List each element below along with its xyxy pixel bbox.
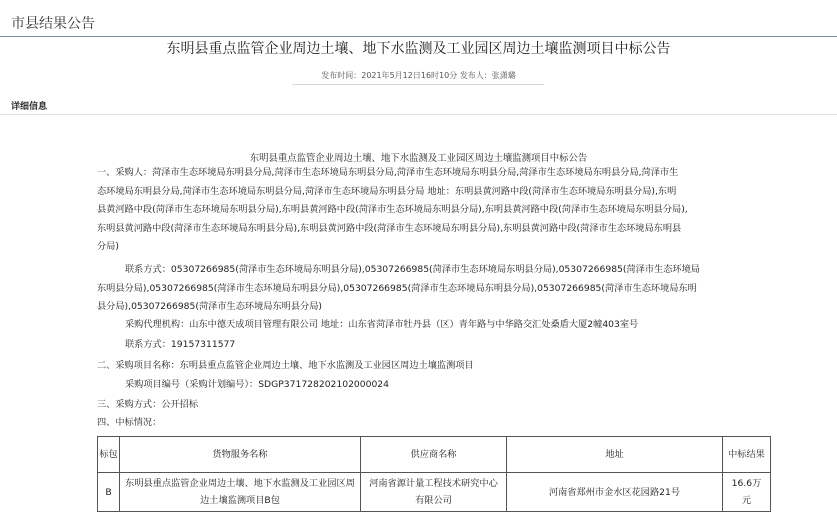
header-amount: 中标结果 xyxy=(723,437,771,473)
purchaser-line: 县黄河路中段(菏泽市生态环境局东明县分局),东明县黄河路中段(菏泽市生态环境局东明县分局),东明县黄河路中段(菏泽市生态环境局东明县分局), xyxy=(97,204,688,216)
contact-line: 联系方式：05307266985(菏泽市生态环境局东明县分局),05307266985(菏泽市生态环境局东明县分局),05307266985(菏泽市生态环境局 xyxy=(125,264,700,275)
contact-block xyxy=(97,261,700,317)
section-header xyxy=(0,0,837,37)
purchaser-line: 态环境局东明县分局,菏泽市生态环境局东明县分局,菏泽市生态环境局东明县分局 地址：东明县黄河路中段(菏泽市生态环境局东明县分局),东明 xyxy=(97,185,677,197)
purchaser-line: 一、采购人：菏泽市生态环境局东明县分局,菏泽市生态环境局东明县分局,菏泽市生态环境局东明县分局,菏泽市生态环境局东明县分局,菏泽市生 xyxy=(97,167,679,178)
cell-goods: 东明县重点监管企业周边土壤、地下水监测及工业园区周边土壤监测项目B包 xyxy=(120,473,361,512)
procurement-method: 三、采购方式：公开招标 xyxy=(97,399,199,410)
purchaser-line: 分局) xyxy=(97,241,119,253)
header-lot: 标包 xyxy=(98,437,120,473)
project-name: 二、采购项目名称：东明县重点监管企业周边土壤、地下水监测及工业园区周边土壤监测项目 xyxy=(97,360,474,371)
purchaser-line: 东明县黄河路中段(菏泽市生态环境局东明县分局),东明县黄河路中段(菏泽市生态环境局东明县分局),东明县黄河路中段(菏泽市生态环境局东明县 xyxy=(97,222,682,234)
project-code: 采购项目编号（采购计划编号）：SDGP371728202102000024 xyxy=(125,379,389,390)
section-title: 市县结果公告 xyxy=(11,16,95,32)
purchaser-block xyxy=(97,164,688,257)
detail-divider xyxy=(0,114,837,115)
table-row xyxy=(98,473,771,512)
cell-amount: 16.6万元 xyxy=(723,473,771,512)
meta-divider xyxy=(292,84,544,85)
cell-supplier: 河南省源计量工程技术研究中心有限公司 xyxy=(361,473,507,512)
result-heading: 四、中标情况： xyxy=(97,417,162,428)
result-table xyxy=(97,436,771,512)
document-heading: 东明县重点监管企业周边土壤、地下水监测及工业园区周边土壤监测项目中标公告 xyxy=(249,153,588,164)
detail-label: 详细信息 xyxy=(11,102,48,112)
header-supplier: 供应商名称 xyxy=(361,437,507,473)
contact-line: 县分局),05307266985(菏泽市生态环境局东明县分局) xyxy=(97,301,322,313)
cell-lot: B xyxy=(98,473,120,512)
notice-title: 东明县重点监管企业周边土壤、地下水监测及工业园区周边土壤监测项目中标公告 xyxy=(166,41,671,57)
cell-address: 河南省郑州市金水区花园路21号 xyxy=(507,473,723,512)
agency-line: 采购代理机构：山东中德天成项目管理有限公司 地址：山东省菏泽市牡丹县（区）青年路与中华路交汇处桑盾大厦2幢403室号 xyxy=(125,319,639,330)
header-goods: 货物服务名称 xyxy=(120,437,361,473)
contact-line: 东明县分局),05307266985(菏泽市生态环境局东明县分局),05307266985(菏泽市生态环境局东明县分局),05307266985(菏泽市生态环境局东明 xyxy=(97,282,697,294)
table-header-row xyxy=(98,437,771,473)
publish-meta: 发布时间：2021年5月12日16时10分 发布人：张潇璐 xyxy=(321,71,516,80)
agency-contact: 联系方式：19157311577 xyxy=(125,339,236,350)
header-address: 地址 xyxy=(507,437,723,473)
